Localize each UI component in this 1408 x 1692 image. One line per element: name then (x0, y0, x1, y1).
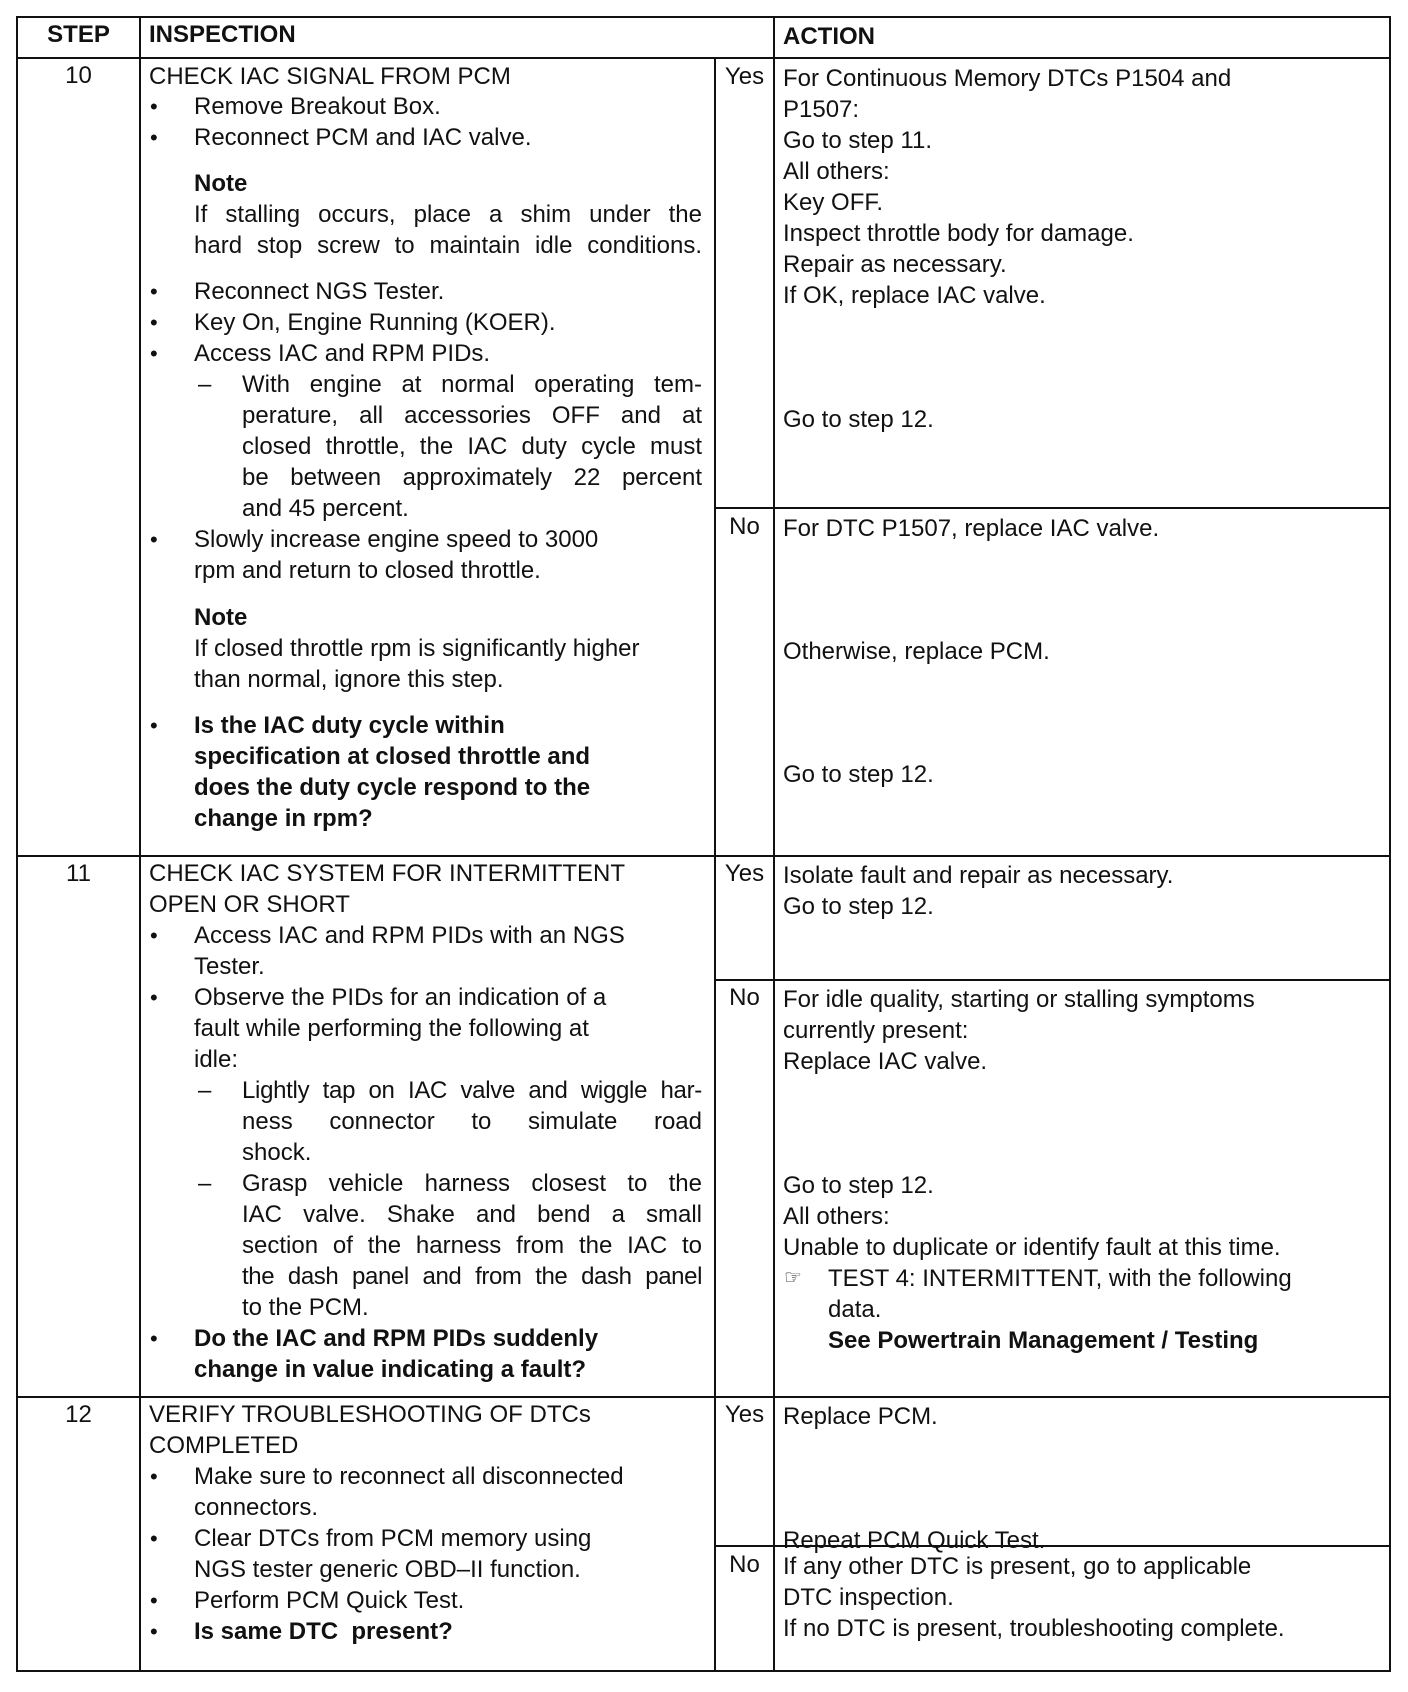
dash: – (198, 371, 212, 398)
step-11-no-action-line: data. (828, 1296, 882, 1323)
step-11-title-line: OPEN OR SHORT (149, 891, 350, 918)
step-11-yes-label: Yes (724, 860, 765, 887)
step-11-subitem-2-line: IAC valve. Shake and bend a small (242, 1201, 702, 1228)
rule-header-bottom (16, 57, 1391, 59)
rule-step10-bottom (16, 855, 1391, 857)
step-10-note-1-heading: Note (194, 170, 248, 197)
step-10-no-action-line: Go to step 12. (783, 761, 934, 788)
bullet: • (150, 1526, 158, 1551)
step-12-yes-action-line: Repeat PCM Quick Test. (783, 1527, 1046, 1554)
step-10-note-2-line: than normal, ignore this step. (194, 666, 504, 693)
step-12-yes-action-line: Replace PCM. (783, 1403, 938, 1430)
step-12-no-action-line: If no DTC is present, troubleshooting complete. (783, 1615, 1285, 1642)
step-10-note-1-line: hard stop screw to maintain idle conditions. (194, 232, 702, 259)
step-12-no-action-line: If any other DTC is present, go to applicable (783, 1553, 1252, 1580)
bullet: • (150, 1326, 158, 1351)
step-11-no-action-line: All others: (783, 1203, 890, 1230)
bullet: • (150, 310, 158, 335)
rule-step11-bottom (16, 1396, 1391, 1398)
step-12-yes-label: Yes (724, 1401, 765, 1428)
step-11-no-label: No (729, 984, 760, 1011)
step-10-yes-action-line: If OK, replace IAC valve. (783, 282, 1046, 309)
step-12-bullet-1-line: connectors. (194, 1494, 319, 1521)
step-10-yes-action-line: All others: (783, 158, 890, 185)
rule-bottom (16, 1670, 1391, 1672)
step-10-title: CHECK IAC SIGNAL FROM PCM (149, 63, 511, 90)
step-10-note-2-heading: Note (194, 604, 248, 631)
step-10-bullet-4: Key On, Engine Running (KOER). (194, 309, 556, 336)
step-10-no-label: No (729, 513, 760, 540)
step-10-yes-action-line: Go to step 11. (783, 127, 932, 154)
step-10-yes-action-line: Repair as necessary. (783, 251, 1007, 278)
bullet: • (150, 94, 158, 119)
step-10-no-action-line: Otherwise, replace PCM. (783, 638, 1050, 665)
step-10-yes-action-line: Go to step 12. (783, 406, 934, 433)
step-11-subitem-1-line: ness connector to simulate road (242, 1108, 702, 1135)
step-10-bullet-3: Reconnect NGS Tester. (194, 278, 445, 305)
step-10-yes-action-line: Key OFF. (783, 189, 884, 216)
troubleshooting-table (16, 16, 1391, 1672)
header-inspection: INSPECTION (149, 21, 296, 48)
bullet: • (150, 527, 158, 552)
step-12-no-action-line: DTC inspection. (783, 1584, 954, 1611)
bullet: • (150, 279, 158, 304)
rule-yesno-action (773, 16, 775, 1672)
dash: – (198, 1077, 212, 1104)
bullet: • (150, 125, 158, 150)
rule-step11-yes-no (714, 979, 1391, 981)
step-10-subitem-line: and 45 percent. (242, 495, 409, 522)
step-11-bullet-1-line: Tester. (194, 953, 265, 980)
step-10-bullet-6-line: rpm and return to closed throttle. (194, 557, 541, 584)
bullet: • (150, 341, 158, 366)
bullet: • (150, 1619, 158, 1644)
step-10-subitem-line: be between approximately 22 percent (242, 464, 702, 491)
step-10-question-line: Is the IAC duty cycle within (194, 712, 505, 739)
dash: – (198, 1170, 212, 1197)
step-11-bullet-2-line: idle: (194, 1046, 239, 1073)
step-10-no-action-line: For DTC P1507, replace IAC valve. (783, 515, 1160, 542)
step-11-yes-action-line: Isolate fault and repair as necessary. (783, 862, 1174, 889)
step-10-question-line: specification at closed throttle and (194, 743, 591, 770)
step-11-subitem-1-line: Lightly tap on IAC valve and wiggle har- (242, 1077, 702, 1104)
rule-top (16, 16, 1391, 18)
step-11-number: 11 (66, 860, 91, 887)
step-11-question-line: Do the IAC and RPM PIDs suddenly (194, 1325, 599, 1352)
rule-step10-yes-no (714, 507, 1391, 509)
step-12-number: 12 (65, 1401, 92, 1428)
step-10-yes-action-line: For Continuous Memory DTCs P1504 and (783, 65, 1232, 92)
step-11-subitem-2-line: Grasp vehicle harness closest to the (242, 1170, 702, 1197)
step-11-bullet-2-line: fault while performing the following at (194, 1015, 589, 1042)
step-11-no-action-line: TEST 4: INTERMITTENT, with the following (828, 1265, 1292, 1292)
step-12-bullet-2-line: Clear DTCs from PCM memory using (194, 1525, 592, 1552)
pointing-hand-icon: ☞ (784, 1267, 802, 1289)
step-10-question-line: does the duty cycle respond to the (194, 774, 591, 801)
bullet: • (150, 923, 158, 948)
step-12-bullet-1-line: Make sure to reconnect all disconnected (194, 1463, 624, 1490)
step-11-subitem-2-line: section of the harness from the IAC to (242, 1232, 702, 1259)
step-11-bullet-2-line: Observe the PIDs for an indication of a (194, 984, 607, 1011)
step-12-title-line: VERIFY TROUBLESHOOTING OF DTCs (149, 1401, 591, 1428)
step-10-number: 10 (65, 62, 92, 89)
step-11-no-action-line: Replace IAC valve. (783, 1048, 988, 1075)
rule-right (1389, 16, 1391, 1672)
bullet: • (150, 713, 158, 738)
step-10-subitem-line: closed throttle, the IAC duty cycle must (242, 433, 702, 460)
step-12-title-line: COMPLETED (149, 1432, 299, 1459)
step-10-note-1-line: If stalling occurs, place a shim under the (194, 201, 702, 228)
bullet: • (150, 1464, 158, 1489)
step-11-question-line: change in value indicating a fault? (194, 1356, 587, 1383)
step-11-yes-action-line: Go to step 12. (783, 893, 934, 920)
step-10-bullet-5: Access IAC and RPM PIDs. (194, 340, 491, 367)
step-11-no-action-line: For idle quality, starting or stalling symptoms (783, 986, 1255, 1013)
step-11-subitem-1-line: shock. (242, 1139, 312, 1166)
step-11-no-action-line: Unable to duplicate or identify fault at this time. (783, 1234, 1281, 1261)
step-10-bullet-2: Reconnect PCM and IAC valve. (194, 124, 532, 151)
step-12-question: Is same DTC present? (194, 1618, 453, 1645)
step-12-bullet-3: Perform PCM Quick Test. (194, 1587, 465, 1614)
step-10-question-line: change in rpm? (194, 805, 373, 832)
step-10-subitem-line: perature, all accessories OFF and at (242, 402, 702, 429)
step-12-bullet-2-line: NGS tester generic OBD–II function. (194, 1556, 581, 1583)
step-11-subitem-2-line: to the PCM. (242, 1294, 369, 1321)
step-10-bullet-1: Remove Breakout Box. (194, 93, 441, 120)
header-action: ACTION (783, 23, 875, 50)
step-10-note-2-line: If closed throttle rpm is significantly higher (194, 635, 640, 662)
step-11-subitem-2-line: the dash panel and from the dash panel (242, 1263, 702, 1290)
rule-step-inspection (139, 16, 141, 1672)
step-10-yes-action-line: P1507: (783, 96, 860, 123)
header-step: STEP (47, 21, 110, 48)
step-11-no-action-line: currently present: (783, 1017, 969, 1044)
cross-reference-link[interactable]: See Powertrain Management / Testing (828, 1327, 1259, 1354)
step-11-no-action-line: Go to step 12. (783, 1172, 934, 1199)
bullet: • (150, 985, 158, 1010)
step-10-subitem-line: With engine at normal operating tem- (242, 371, 702, 398)
bullet: • (150, 1588, 158, 1613)
step-11-title-line: CHECK IAC SYSTEM FOR INTERMITTENT (149, 860, 626, 887)
step-12-no-label: No (729, 1551, 760, 1578)
step-10-yes-label: Yes (724, 63, 765, 90)
step-10-yes-action-line: Inspect throttle body for damage. (783, 220, 1134, 247)
step-10-bullet-6-line: Slowly increase engine speed to 3000 (194, 526, 599, 553)
step-11-bullet-1-line: Access IAC and RPM PIDs with an NGS (194, 922, 625, 949)
